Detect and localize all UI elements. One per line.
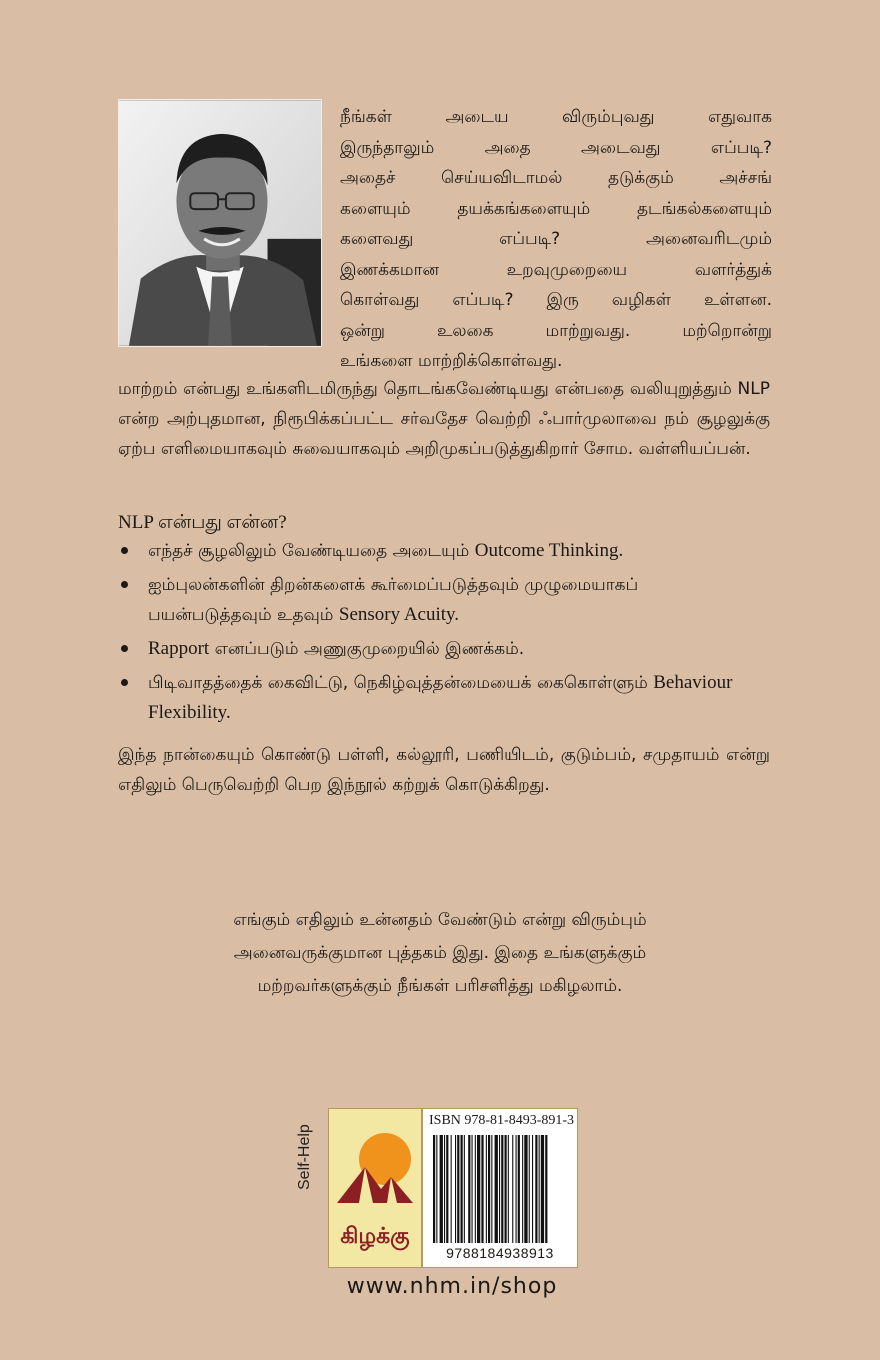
- barcode-bar: [499, 1135, 500, 1243]
- list-item: எந்தச் சூழலிலும் வேண்டியதை அடையும் Outcome Thinking.: [118, 536, 758, 566]
- barcode-bars: [433, 1135, 569, 1243]
- website-url[interactable]: www.nhm.in/shop: [346, 1274, 558, 1299]
- intro-line: ஒன்று உலகை மாற்றுவது. மற்றொன்று: [340, 320, 772, 341]
- isbn-text: ISBN 978-81-8493-891-3: [429, 1113, 575, 1128]
- publisher-logo: [328, 1108, 422, 1268]
- barcode-bar: [541, 1135, 544, 1243]
- intro-line: அதைச் செய்யவிடாமல் தடுக்கும் அச்சங்: [340, 168, 772, 188]
- barcode-bar: [461, 1135, 463, 1243]
- barcode-bar: [535, 1135, 537, 1243]
- barcode-bar: [472, 1135, 473, 1243]
- barcode-bar: [495, 1135, 498, 1243]
- barcode-bar: [512, 1135, 513, 1243]
- barcode-block: [422, 1108, 578, 1268]
- barcode-bar: [532, 1135, 533, 1243]
- description-paragraph: மாற்றம் என்பது உங்களிடமிருந்து தொடங்கவேண்டியது என்பதை வலியுறுத்தும் NLP என்ற அற்புதமான, நிரூபிக்கப்பட்ட சர்வதேச வெற்றி ஃபார்முலாவை நம் சூழலுக்கு ஏற்ப எளிமையாகவும் சுவையாகவும் அறிமுகப்படுத்துகிறார் சோம. வள்ளியப்பன்.: [118, 379, 770, 459]
- closing-line: அனைவருக்குமான புத்தகம் இது. இதை உங்களுக்கும்: [233, 943, 647, 963]
- bullet-icon: [121, 547, 128, 554]
- closing-statement: [140, 904, 740, 1003]
- intro-line: இணக்கமான உறவுமுறையை வளர்த்துக்: [340, 259, 772, 280]
- intro-line: உங்களை மாற்றிக்கொள்வது.: [340, 351, 563, 371]
- nlp-question: NLP என்பது என்ன?: [118, 512, 287, 533]
- barcode-bar: [545, 1135, 547, 1243]
- closing-line: மற்றவர்களுக்கும் நீங்கள் பரிசளித்து மகிழலாம்.: [257, 976, 623, 996]
- barcode-bar: [440, 1135, 443, 1243]
- barcode-bar: [488, 1135, 490, 1243]
- barcode-bar: [505, 1135, 507, 1243]
- barcode-bar: [475, 1135, 476, 1243]
- list-item: ஐம்புலன்களின் திறன்களைக் கூர்மைப்படுத்தவும் முழுமையாகப் பயன்படுத்தவும் உதவும் Sensory Acuity.: [118, 570, 758, 630]
- intro-line: களைவது எப்படி? அனைவரிடமும்: [340, 229, 772, 249]
- feature-list: [118, 536, 758, 732]
- barcode-bar: [451, 1135, 452, 1243]
- intro-line: நீங்கள் அடைய விரும்புவது எதுவாக: [340, 107, 772, 127]
- list-item: பிடிவாதத்தைக் கைவிட்டு, நெகிழ்வுத்தன்மையைக் கைகொள்ளும் Behaviour Flexibility.: [118, 668, 758, 728]
- barcode-number: 9788184938913: [446, 1245, 554, 1261]
- barcode-bar: [501, 1135, 503, 1243]
- closing-line: எங்கும் எதிலும் உன்னதம் வேண்டும் என்று விரும்பும்: [233, 910, 647, 930]
- barcode-bar: [518, 1135, 520, 1243]
- barcode-bar: [436, 1135, 437, 1243]
- intro-line: கொள்வது எப்படி? இரு வழிகள் உள்ளன.: [340, 290, 772, 310]
- bullet-icon: [121, 679, 128, 686]
- barcode-bar: [508, 1135, 509, 1243]
- barcode-bar: [477, 1135, 480, 1243]
- intro-line: இருந்தாலும் அதை அடைவது எப்படி?: [340, 137, 772, 158]
- barcode-bar: [529, 1135, 530, 1243]
- barcode-bar: [491, 1135, 492, 1243]
- intro-paragraph: [340, 102, 772, 377]
- barcode-bar: [468, 1135, 470, 1243]
- barcode-bar: [539, 1135, 540, 1243]
- barcode-bar: [433, 1135, 435, 1243]
- barcode-bar: [524, 1135, 527, 1243]
- barcode-bar: [444, 1135, 445, 1243]
- intro-line: களையும் தயக்கங்களையும் தடங்கல்களையும்: [340, 198, 772, 219]
- list-item: Rapport எனப்படும் அணுகுமுறையில் இணக்கம்.: [118, 634, 758, 664]
- bullet-icon: [121, 645, 128, 652]
- barcode-bar: [446, 1135, 448, 1243]
- barcode-bar: [464, 1135, 465, 1243]
- barcode-bar: [516, 1135, 517, 1243]
- publisher-logo-text: கிழக்கு: [340, 1224, 410, 1249]
- barcode-bar: [455, 1135, 456, 1243]
- bullet-icon: [121, 581, 128, 588]
- barcode-bar: [481, 1135, 483, 1243]
- barcode-bar: [522, 1135, 523, 1243]
- barcode-bar: [486, 1135, 487, 1243]
- summary-paragraph: இந்த நான்கையும் கொண்டு பள்ளி, கல்லூரி, பணியிடம், குடும்பம், சமுதாயம் என்று எதிலும் பெருவெற்றி பெற இந்நூல் கற்றுக் கொடுக்கிறது.: [118, 745, 770, 795]
- barcode-bar: [457, 1135, 459, 1243]
- author-photo: [118, 99, 322, 347]
